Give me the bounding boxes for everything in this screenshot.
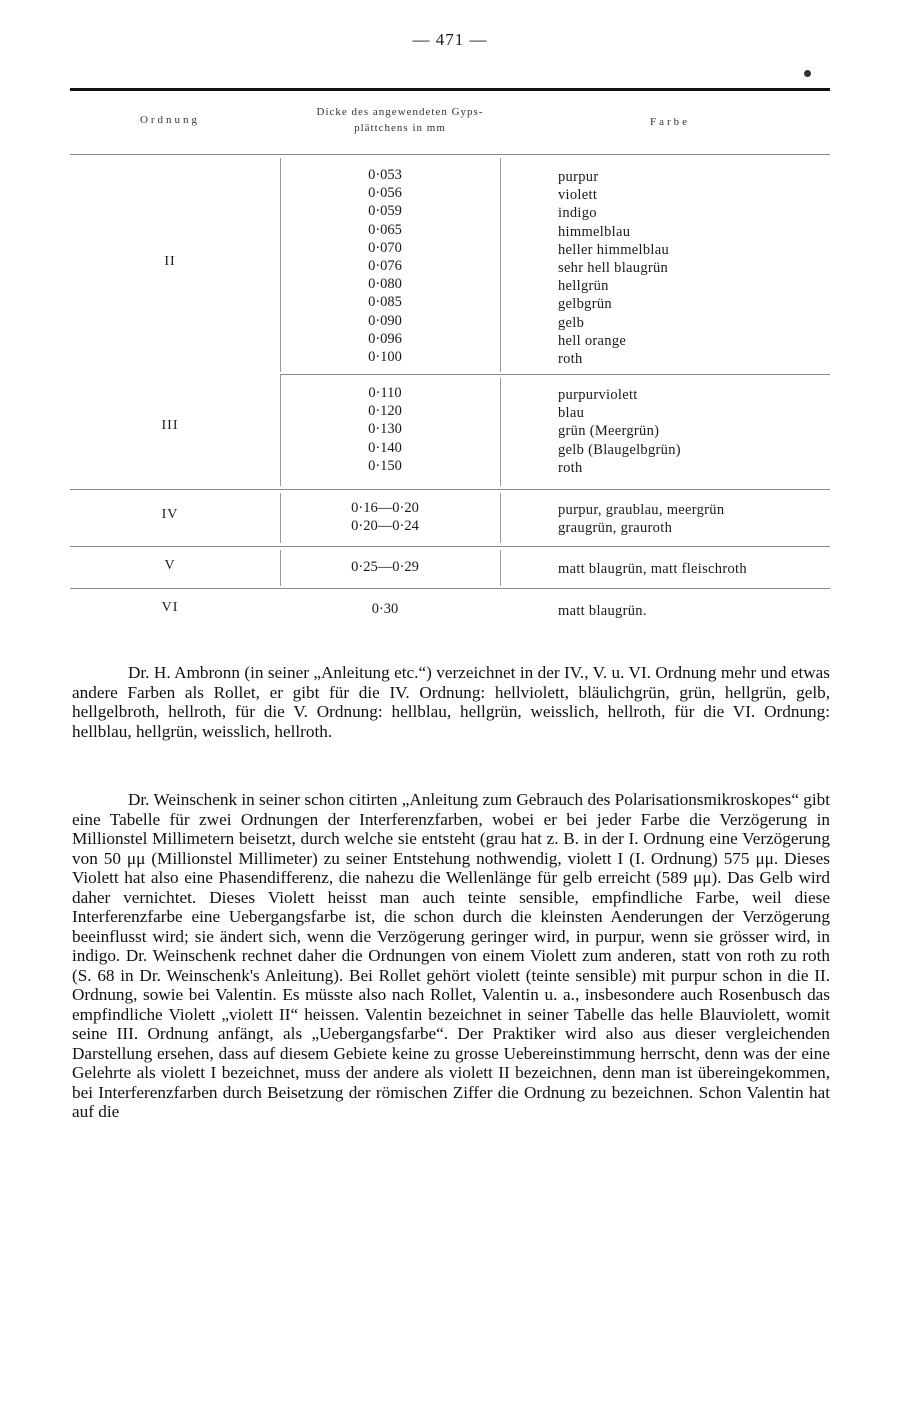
- print-speck: [804, 70, 811, 77]
- header-farbe: Farbe: [649, 116, 691, 128]
- column-divider: [500, 158, 501, 372]
- column-divider: [280, 550, 281, 586]
- color-name: roth: [558, 351, 583, 368]
- color-name: hell orange: [558, 332, 627, 349]
- color-name: blau: [558, 405, 585, 422]
- color-names: [558, 501, 830, 537]
- thickness-values: [320, 499, 450, 535]
- header-dicke: [275, 104, 525, 136]
- order-group-iii: [70, 374, 830, 489]
- thickness-value: 0·150: [368, 457, 402, 474]
- color-name: gelbgrün: [558, 296, 612, 313]
- thickness-value: 0·120: [368, 403, 402, 420]
- table-top-rule: [70, 88, 830, 91]
- column-divider: [500, 493, 501, 543]
- color-names: [558, 560, 830, 578]
- color-name: grün (Meergrün): [558, 423, 660, 440]
- order-label: V: [164, 558, 176, 573]
- thickness-values: [320, 558, 450, 576]
- thickness-value: 0·056: [368, 185, 402, 202]
- color-name: roth: [558, 459, 583, 476]
- color-name: purpur, graublau, meergrün: [558, 502, 725, 518]
- thickness-value: 0·30: [371, 601, 399, 617]
- order-label: IV: [161, 507, 179, 522]
- column-divider: [280, 374, 281, 486]
- thickness-value: 0·053: [368, 167, 402, 183]
- color-name: matt blaugrün.: [558, 603, 647, 619]
- color-name: indigo: [558, 205, 597, 222]
- color-name: hellgrün: [558, 278, 609, 295]
- thickness-value: 0·080: [368, 276, 402, 293]
- color-name: gelb: [558, 314, 585, 331]
- order-group-iv: [70, 489, 830, 546]
- row-separator: [280, 374, 830, 375]
- thickness-value: 0·130: [368, 421, 402, 438]
- order-label: VI: [161, 600, 179, 615]
- table-header: [70, 92, 830, 154]
- color-name: violett: [558, 187, 598, 204]
- color-name: heller himmelblau: [558, 241, 669, 258]
- thickness-values: [320, 600, 450, 618]
- order-group-ii: [70, 154, 830, 374]
- column-divider: [280, 493, 281, 543]
- color-name: gelb (Blaugelbgrün): [558, 441, 681, 458]
- column-divider: [500, 550, 501, 586]
- column-divider: [280, 158, 281, 372]
- column-divider: [500, 378, 501, 486]
- color-names: [558, 168, 830, 368]
- header-dicke-line1: Dicke des angewendeten Gyps-: [316, 106, 484, 118]
- color-names: [558, 602, 830, 620]
- thickness-value: 0·085: [368, 294, 402, 311]
- color-name: purpur: [558, 169, 599, 185]
- thickness-value: 0·059: [368, 203, 402, 220]
- color-name: graugrün, grauroth: [558, 520, 673, 537]
- body-paragraph-weinschenk: Dr. Weinschenk in seiner schon citirten „Anleitung zum Gebrauch des Polarisationsmikroskopes“ gibt eine Tabelle für zwei Ordnungen der Interferenzfarben, wobei er bei jeder Farbe die Verzögerung in Millionstel Millimetern beisetzt, durch welche sie entsteht (grau hat z. B. in der I. Ordnung eine Verzögerung von 50 μμ (Millionstel Millimeter) zu seiner Entstehung nothwendig, violett I (I. Ordnung) 575 μμ. Dieses Violett hat also eine Phasendifferenz, die nahezu die Wellenlänge für gelb erreicht (589 μμ). Das Gelb wird daher vernichtet. Dieses Violett heisst man auch teinte sensible, empfindliche Farbe, weil diese Interferenzfarbe eine Uebergangsfarbe ist, die schon durch die kleinsten Aenderungen der Verzögerung beeinflusst wird; sie ändert sich, wenn die Verzögerung geringer wird, in purpur, wenn sie grösser wird, in indigo. Dr. Weinschenk rechnet daher die Ordnungen von einem Violett zum anderen, statt von roth zu roth (S. 68 in Dr. Weinschenk's Anleitung). Bei Rollet gehört violett (teinte sensible) mit purpur schon in die II. Ordnung, sowie bei Valentin. Es müsste also nach Rollet, Valentin u. a., insbesondere auch Rosenbusch das empfindliche Violett „violett II“ heissen. Valentin bezeichnet in seiner Tabelle das helle Blauviolett, womit seine III. Ordnung anfängt, als „Uebergangsfarbe“. Der Praktiker wird also aus dieser vergleichenden Darstellung ersehen, dass auf diesem Gebiete keine zu grosse Uebereinstimmung herrscht, denn was der eine Gelehrte als violett I bezeichnet, muss der andere als violett II bezeichnen, denn man ist übereingekommen, bei Interferenzfarben durch Beisetzung der römischen Ziffer die Ordnung zu bezeichnen. Schon Valentin hat auf die: [72, 790, 830, 1121]
- order-group-v: [70, 546, 830, 588]
- thickness-values: [320, 384, 450, 475]
- color-names: [558, 386, 830, 477]
- thickness-value: 0·096: [368, 330, 402, 347]
- thickness-value: 0·070: [368, 239, 402, 256]
- header-ordnung: Ordnung: [139, 114, 201, 126]
- order-group-vi: [70, 588, 830, 628]
- thickness-value: 0·25—0·29: [351, 559, 419, 575]
- interference-color-table: [70, 92, 830, 628]
- color-name: sehr hell blaugrün: [558, 260, 669, 277]
- color-name: matt blaugrün, matt fleischroth: [558, 561, 747, 577]
- order-label: III: [161, 418, 179, 433]
- row-separator: [70, 489, 830, 490]
- thickness-value: 0·140: [368, 439, 402, 456]
- thickness-value: 0·16—0·20: [351, 500, 419, 516]
- thickness-value: 0·20—0·24: [351, 518, 419, 535]
- thickness-value: 0·065: [368, 221, 402, 238]
- order-label: II: [164, 254, 176, 269]
- thickness-value: 0·090: [368, 312, 402, 329]
- row-separator: [70, 588, 830, 589]
- color-name: purpurviolett: [558, 387, 638, 403]
- header-dicke-line2: plättchens in mm: [354, 122, 446, 134]
- color-name: himmelblau: [558, 223, 631, 240]
- thickness-values: [320, 166, 450, 366]
- body-paragraph-ambronn: Dr. H. Ambronn (in seiner „Anleitung etc.“) verzeichnet in der IV., V. u. VI. Ordnung mehr und etwas andere Farben als Rollet, er gibt für die IV. Ordnung: hellviolett, bläulichgrün, grün, hellgrün, gelb, hellgelbroth, hellroth, für die V. Ordnung: hellblau, hellgrün, weisslich, hellroth, für die VI. Ordnung: hellblau, hellgrün, weisslich, hellroth.: [72, 663, 830, 741]
- thickness-value: 0·076: [368, 258, 402, 275]
- page-number: — 471 —: [412, 30, 488, 49]
- thickness-value: 0·100: [368, 349, 402, 366]
- row-separator: [70, 546, 830, 547]
- row-separator: [70, 154, 830, 155]
- thickness-value: 0·110: [368, 385, 402, 401]
